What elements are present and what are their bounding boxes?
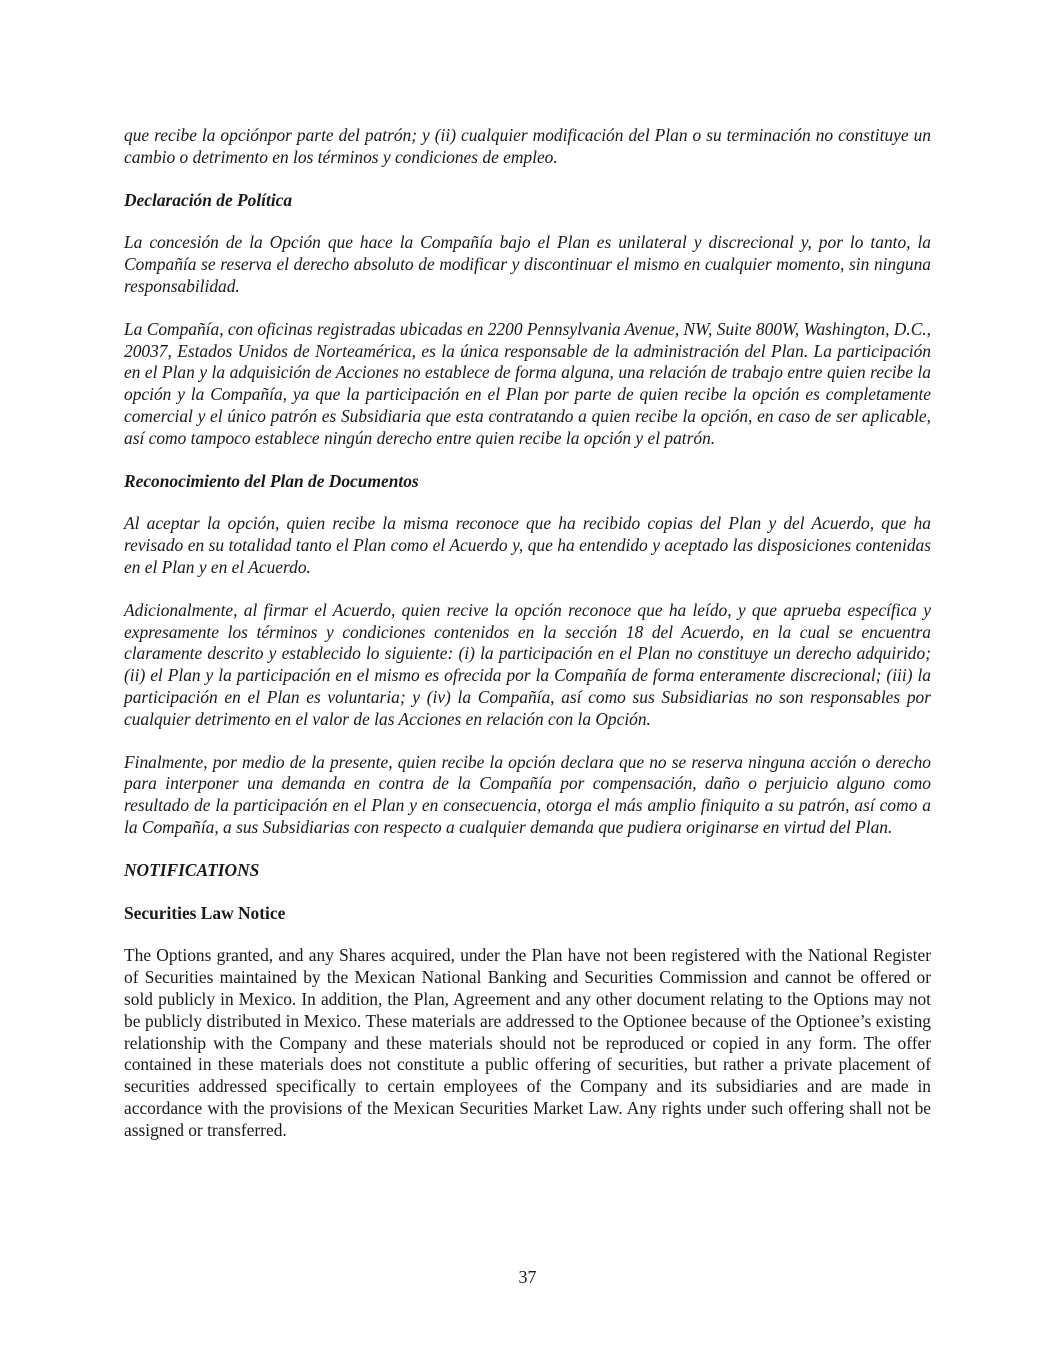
paragraph-aceptar-opcion: Al aceptar la opción, quien recibe la misma reconoce que ha recibido copias del Plan y del Acuerdo, que ha revisado en su totalidad tanto el Plan como el Acuerdo y, que ha entendido y aceptado las disposiciones contenidas en el Plan y en el Acuerdo. [124, 513, 931, 577]
heading-declaracion-de-politica: Declaración de Política [124, 189, 293, 210]
page-number: 37 [518, 1267, 537, 1287]
paragraph-adicionalmente: Adicionalmente, al firmar el Acuerdo, quien recive la opción reconoce que ha leído, y que aprueba específica y expresamente los términos y condiciones contenidos en la sección 18 del Acuerdo, en la cual se encuentra claramente descrito y establecido lo siguiente: (i) la participación en el Plan no constituye un derecho adquirido; (ii) el Plan y la participación en el mismo es ofrecida por la Compañía de forma enteramente discrecional; (iii) la participación en el Plan es voluntaria; y (iv) la Compañía, así como sus Subsidiarias no son responsables por cualquier detrimento en el valor de las Acciones en relación con la Opción. [124, 599, 931, 729]
heading-securities-law-notice: Securities Law Notice [124, 902, 286, 923]
heading-reconocimiento-plan: Reconocimiento del Plan de Documentos [124, 470, 419, 491]
paragraph-policy-continuation: que recibe la opciónpor parte del patrón; y (ii) cualquier modificación del Plan o su terminación no constituye un cambio o detrimento en los términos y condiciones de empleo. [124, 125, 931, 167]
document-body [124, 125, 931, 1162]
paragraph-finalmente: Finalmente, por medio de la presente, quien recibe la opción declara que no se reserva ninguna acción o derecho para interponer una demanda en contra de la Compañía por compensación, daño o perjuicio alguno como resultado de la participación en el Plan y en consecuencia, otorga el más amplio finiquito a su patrón, así como a la Compañía, a sus Subsidiarias con respecto a cualquier demanda que pudiera originarse en virtud del Plan. [124, 751, 931, 837]
heading-notifications: NOTIFICATIONS [124, 859, 260, 880]
paragraph-securities-law-notice: The Options granted, and any Shares acquired, under the Plan have not been registered with the National Register of Securities maintained by the Mexican National Banking and Securities Commission and cannot be offered or sold publicly in Mexico. In addition, the Plan, Agreement and any other document relating to the Options may not be publicly distributed in Mexico. These materials are addressed to the Optionee because of the Optionee’s existing relationship with the Company and these materials should not be reproduced or copied in any form. The offer contained in these materials does not constitute a public offering of securities, but rather a private placement of securities addressed specifically to certain employees of the Company and its subsidiaries and are made in accordance with the provisions of the Mexican Securities Market Law. Any rights under such offering shall not be assigned or transferred. [124, 945, 931, 1140]
paragraph-concesion-opcion: La concesión de la Opción que hace la Compañía bajo el Plan es unilateral y discrecional y, por lo tanto, la Compañía se reserva el derecho absoluto de modificar y discontinuar el mismo en cualquier momento, sin ninguna responsabilidad. [124, 232, 931, 296]
paragraph-compania-oficinas: La Compañía, con oficinas registradas ubicadas en 2200 Pennsylvania Avenue, NW, Suite 800W, Washington, D.C., 20037, Estados Unidos de Norteamérica, es la única responsable de la administración del Plan. La participación en el Plan y la adquisición de Acciones no establece de forma alguna, una relación de trabajo entre quien recibe la opción y la Compañía, ya que la participación en el Plan por parte de quien recibe la opción es completamente comercial y el único patrón es Subsidiaria que esta contratando a quien recibe la opción, en caso de ser aplicable, así como tampoco establece ningún derecho entre quien recibe la opción y el patrón. [124, 318, 931, 448]
